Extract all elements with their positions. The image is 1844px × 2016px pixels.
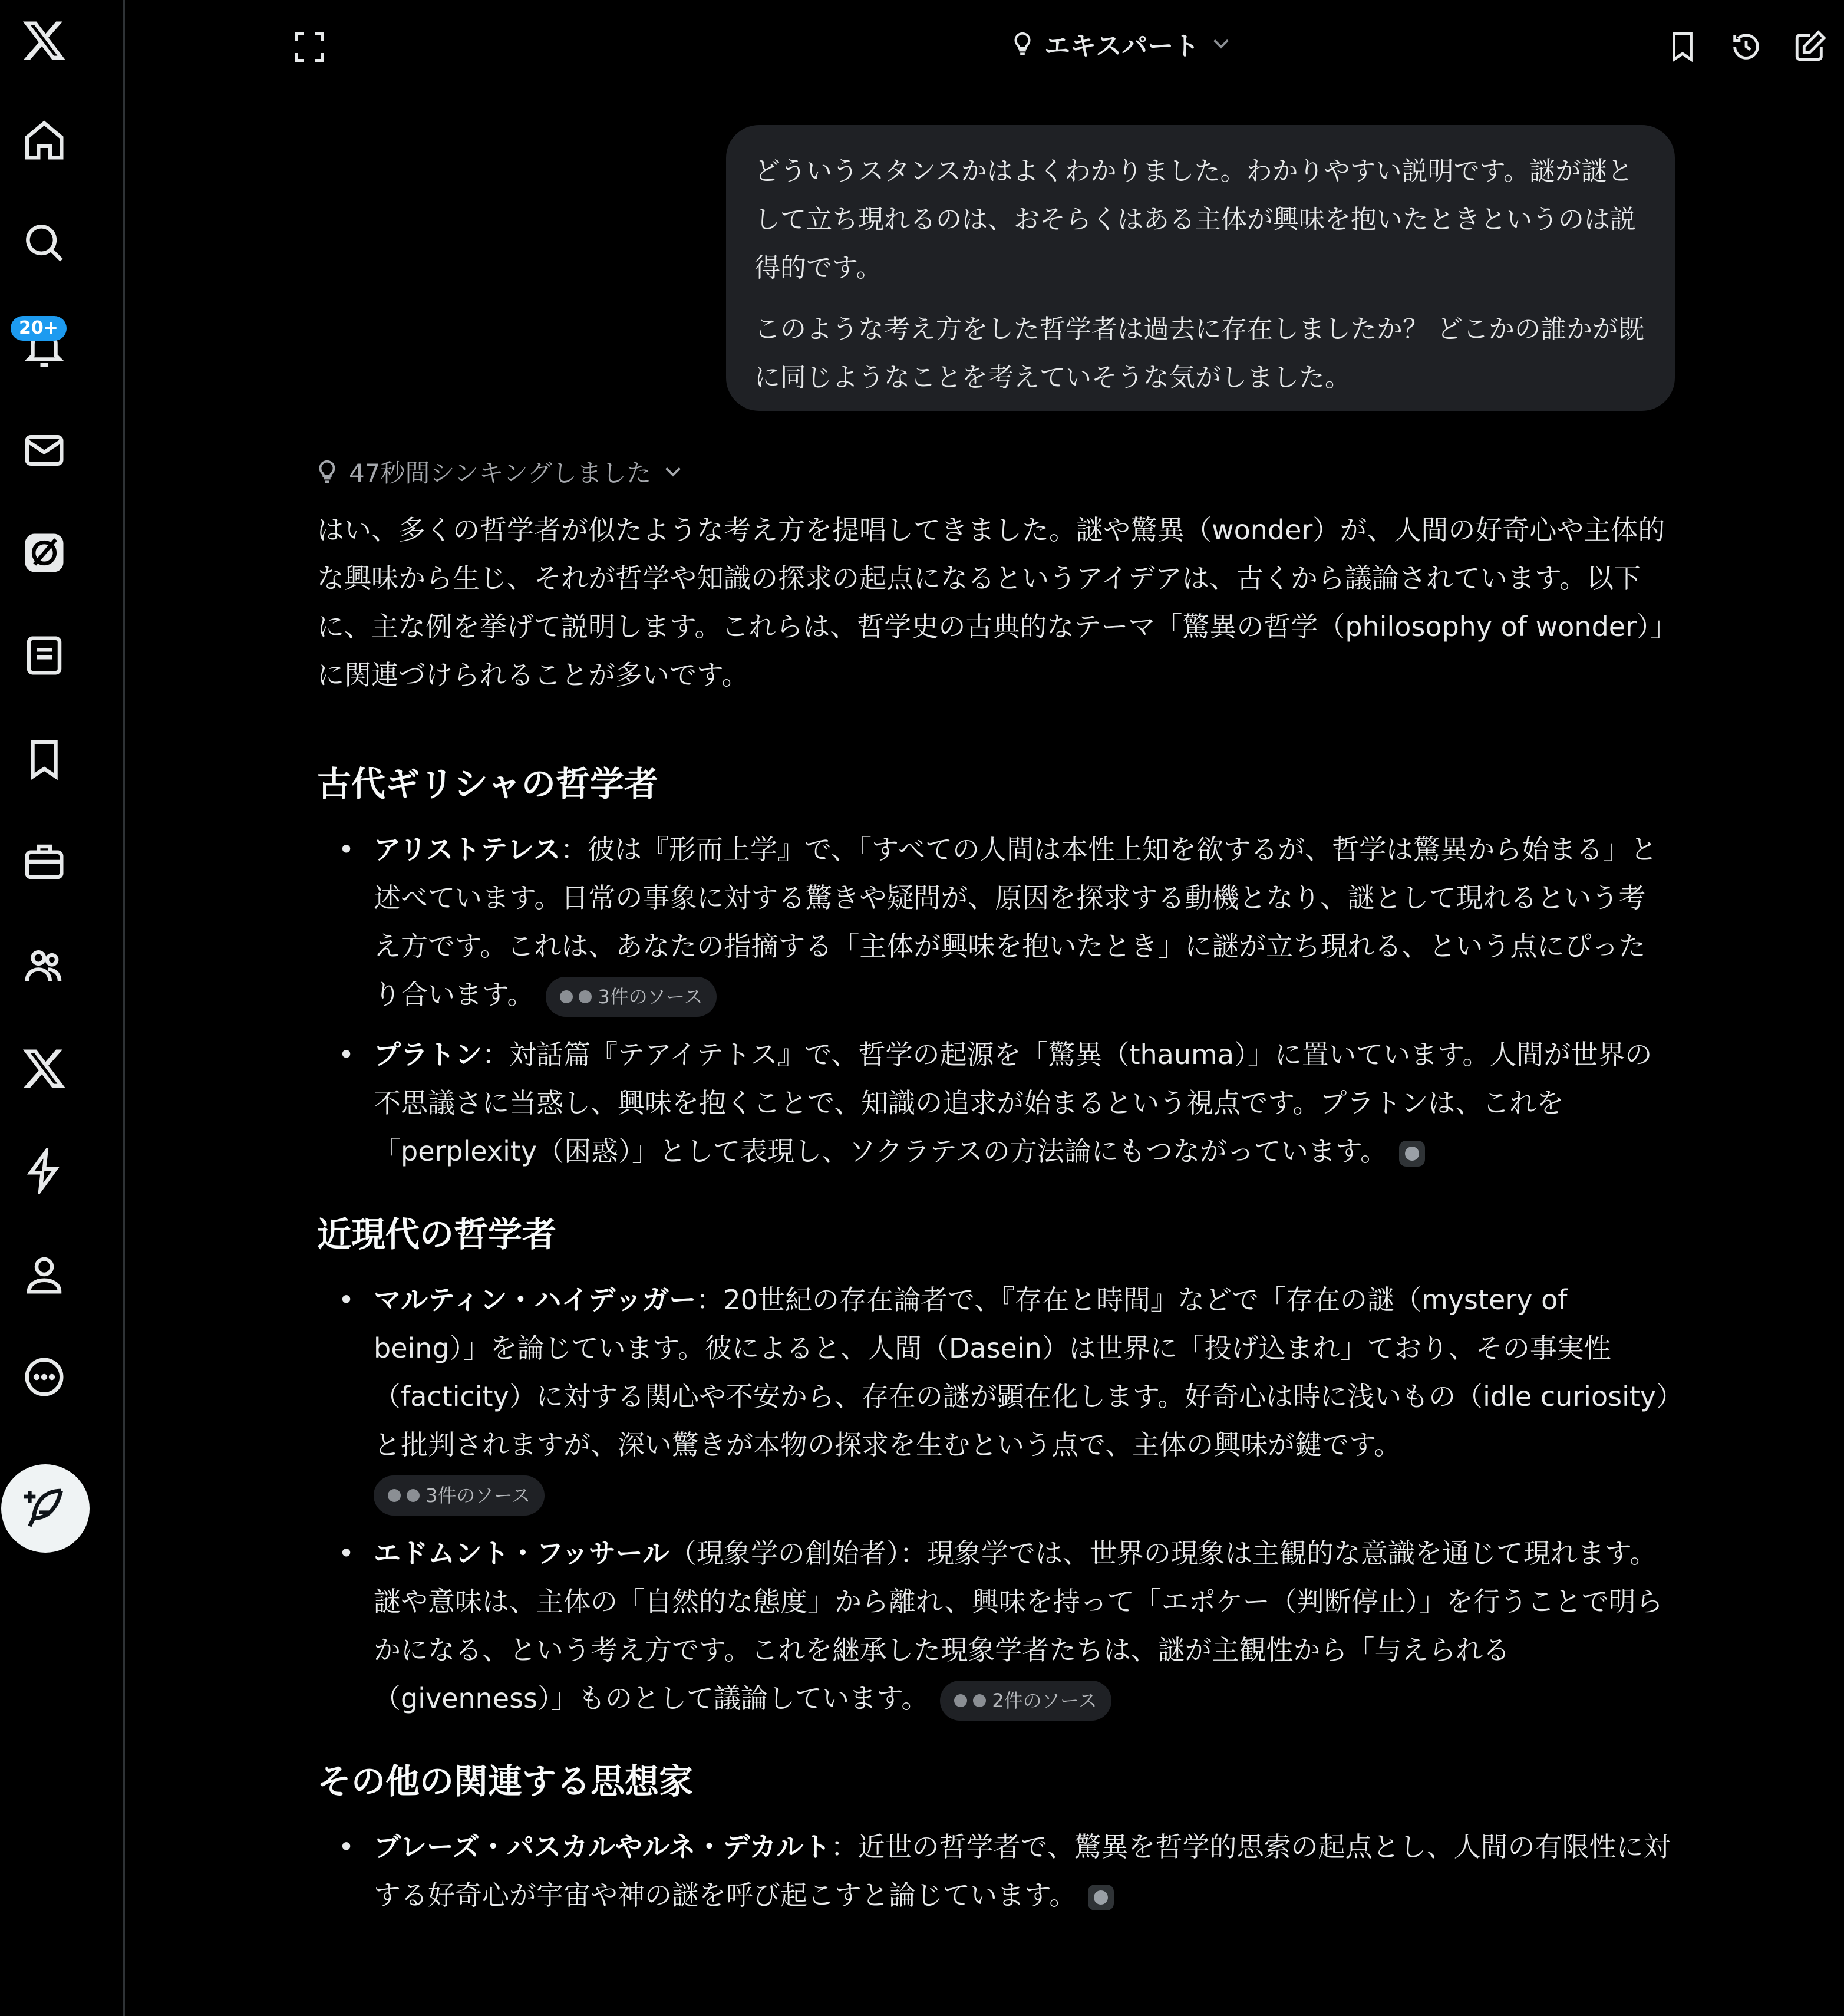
item-text: （現象学の創始者）：現象学では、世界の現象は主観的な意識を通じて現れます。謎や意味は、主体の「自然的な態度」から離れ、興味を持って「エポケー（判断停止）」を行うことで明らかになる、という考え方です。これを継承した現象学者たちは、謎が主観性から「与えられる（givenness）」ものとして議論しています。 bbox=[374, 1537, 1663, 1714]
sources-count: 3件のソース bbox=[425, 1484, 531, 1507]
bookmark-button[interactable] bbox=[1662, 26, 1703, 67]
source-favicon-icon bbox=[973, 1694, 986, 1707]
jobs-briefcase-icon[interactable] bbox=[0, 826, 88, 897]
lightbulb-icon bbox=[1009, 30, 1036, 57]
philosopher-name: ブレーズ・パスカルやルネ・デカルト bbox=[374, 1831, 831, 1863]
user-message-paragraph: どういうスタンスかはよくわかりました。わかりやすい説明です。謎が謎として立ち現れるのは、おそらくはある主体が興味を抱いたときというのは説得的です。 bbox=[754, 156, 1636, 283]
lightbulb-icon bbox=[314, 458, 341, 485]
edit-compose-icon bbox=[1793, 29, 1827, 64]
mode-selector[interactable] bbox=[1009, 25, 1235, 62]
philosopher-name: プラトン bbox=[374, 1039, 482, 1070]
chevron-down-icon bbox=[659, 458, 687, 485]
thinking-label: 47秒間シンキングしました bbox=[349, 459, 652, 487]
lists-icon[interactable] bbox=[0, 620, 88, 691]
bookmark-icon bbox=[1665, 29, 1700, 64]
source-favicon-icon bbox=[407, 1489, 420, 1502]
expand-fullscreen-button[interactable] bbox=[283, 24, 336, 71]
item-text: ：対話篇『テアイテトス』で、哲学の起源を「驚異（thauma）」に置いています。人間が世界の不思議さに当惑し、興味を抱くことで、知識の追求が始まるという視点です。プラトンは、これを「perplexity（困惑）」として表現し、ソクラテスの方法論にもつながっています。 bbox=[374, 1039, 1652, 1167]
sources-count: 2件のソース bbox=[992, 1689, 1097, 1712]
user-message-paragraph: このような考え方をした哲学者は過去に存在しましたか？ どこかの誰かが既に同じようなことを考えていそうな気がしました。 bbox=[754, 314, 1644, 393]
list-item bbox=[317, 1823, 1673, 1919]
feather-plus-icon bbox=[22, 1485, 69, 1532]
profile-icon[interactable] bbox=[0, 1239, 88, 1310]
source-favicon-icon bbox=[579, 990, 592, 1003]
list-item bbox=[317, 1529, 1673, 1722]
new-chat-button[interactable] bbox=[1789, 26, 1830, 67]
source-favicon-icon bbox=[388, 1489, 401, 1502]
answer-intro: はい、多くの哲学者が似たような考え方を提唱してきました。謎や驚異（wonder）が、人間の好奇心や主体的な興味から生じ、それが哲学や知識の探求の起点になるというアイデアは、古くから議論されています。以下に、主な例を挙げて説明します。これらは、哲学史の古典的なテーマ「驚異の哲学（philosophy of wonder）」に関連づけられることが多いです。 bbox=[317, 514, 1665, 691]
bookmarks-icon[interactable] bbox=[0, 724, 88, 795]
item-text: ：近世の哲学者で、驚異を哲学的思索の起点とし、人間の有限性に対する好奇心が宇宙や神の謎を呼び起こすと論じています。 bbox=[374, 1831, 1671, 1911]
philosopher-name: エドムント・フッサール bbox=[374, 1537, 669, 1569]
section-modern bbox=[317, 1211, 1673, 1722]
thinking-toggle[interactable] bbox=[314, 454, 687, 489]
grok-icon[interactable] bbox=[0, 518, 88, 588]
section-other-thinkers bbox=[317, 1758, 1673, 1919]
source-favicon-icon bbox=[954, 1694, 967, 1707]
philosopher-name: マルティン・ハイデッガー bbox=[374, 1284, 697, 1316]
section-ancient-greece bbox=[317, 760, 1673, 1175]
sidebar bbox=[0, 0, 125, 2016]
mode-label: エキスパート bbox=[1044, 31, 1200, 61]
list-item bbox=[317, 1030, 1673, 1175]
section-heading: その他の関連する思想家 bbox=[317, 1761, 694, 1801]
chevron-down-icon bbox=[1208, 30, 1235, 57]
top-bar bbox=[125, 0, 1844, 94]
history-icon bbox=[1729, 29, 1763, 64]
notification-badge: 20+ bbox=[11, 316, 67, 341]
source-favicon-icon bbox=[560, 990, 573, 1003]
search-icon[interactable] bbox=[0, 207, 88, 278]
assistant-answer bbox=[317, 506, 1673, 1931]
history-button[interactable] bbox=[1726, 26, 1767, 67]
philosopher-name: アリストテレス bbox=[374, 834, 560, 865]
x-logo-icon[interactable] bbox=[0, 5, 88, 75]
communities-icon[interactable] bbox=[0, 930, 88, 1001]
sources-count: 3件のソース bbox=[598, 985, 703, 1008]
section-heading: 古代ギリシャの哲学者 bbox=[317, 764, 658, 804]
section-heading: 近現代の哲学者 bbox=[317, 1214, 557, 1254]
more-options-icon[interactable] bbox=[0, 1342, 88, 1412]
home-icon[interactable] bbox=[0, 105, 88, 176]
item-text: ：彼は『形而上学』で、「すべての人間は本性上知を欲するが、哲学は驚異から始まる」と述べています。日常の事象に対する驚きや疑問が、原因を探求する動機となり、謎として現れるという考え方です。これは、あなたの指摘する「主体が興味を抱いたとき」に謎が立ち現れる、という点にぴったり合います。 bbox=[374, 834, 1658, 1010]
user-message-bubble bbox=[726, 125, 1675, 411]
expand-icon bbox=[292, 29, 327, 65]
verified-orgs-lightning-icon[interactable] bbox=[0, 1135, 88, 1206]
sources-chip[interactable] bbox=[374, 1475, 545, 1516]
premium-x-icon[interactable] bbox=[0, 1033, 88, 1103]
list-item bbox=[317, 825, 1673, 1019]
source-favicon-icon[interactable] bbox=[1399, 1141, 1425, 1167]
messages-envelope-icon[interactable] bbox=[0, 415, 88, 486]
sources-chip[interactable] bbox=[546, 977, 717, 1017]
list-item bbox=[317, 1276, 1673, 1517]
compose-post-button[interactable] bbox=[1, 1464, 90, 1553]
source-favicon-icon[interactable] bbox=[1088, 1885, 1114, 1910]
sources-chip[interactable] bbox=[940, 1681, 1111, 1721]
item-text: ：20世紀の存在論者で、『存在と時間』などで「存在の謎（mystery of being）」を論じています。彼によると、人間（Dasein）は世界に「投げ込まれ」ており、その事実性（facticity）に対する関心や不安から、存在の謎が顕在化します。好奇心は時に浅いもの（idle curiosity）と批判されますが、深い驚きが本物の探求を生むという点で、主体の興味が鍵です。 bbox=[374, 1284, 1670, 1461]
